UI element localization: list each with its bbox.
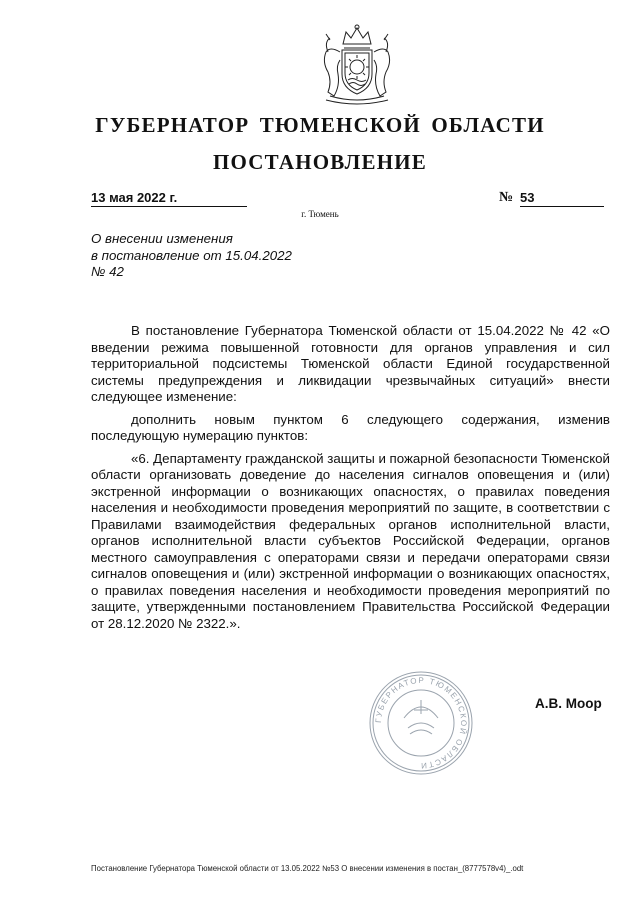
body-paragraph: дополнить новым пунктом 6 следующего содержания, изменив последующую нумерацию пунктов: (91, 411, 610, 443)
coat-of-arms-icon (316, 22, 398, 108)
body-paragraph: «6. Департаменту гражданской защиты и пожарной безопасности Тюменской области организовать доведение до населения сигналов оповещения и (или) экстренной информации о возникающих опасностях, о правилах поведения населения и необходимости проведения мероприятий по защите, в соответствии с Правилами взаимодействия федеральных органов исполнительной власти, органов исполнительной власти субъектов Российской Федерации, органов местного самоуправления с операторами связи и передачи операторами связи сигналов оповещения и (или) экстренной информации о возникающих опасностях, о правилах поведения населения и необходимости проведения мероприятий по защите, утвержденными постановлением Правительства Российской Федерации от 28.12.2020 № 2322.». (91, 450, 610, 631)
subject-line: О внесении изменения (91, 231, 233, 246)
organization-title: ГУБЕРНАТОР ТЮМЕНСКОЙ ОБЛАСТИ (95, 113, 545, 137)
signatory-name: А.В. Моор (535, 696, 602, 711)
subject-line: № 42 (91, 264, 124, 279)
file-reference-footer: Постановление Губернатора Тюменской области от 13.05.2022 №53 О внесении изменения в постан_(8777578v4)_.odt (91, 864, 524, 873)
seal-ring-text: ГУБЕРНАТОР ТЮМЕНСКОЙ ОБЛАСТИ (373, 675, 469, 771)
document-type: ПОСТАНОВЛЕНИЕ (212, 150, 428, 174)
number-label: № (499, 190, 514, 205)
document-subject (91, 231, 391, 281)
city-name: г. Тюмень (301, 209, 339, 219)
document-date: 13 мая 2022 г. (91, 190, 247, 207)
document-body (91, 323, 610, 638)
official-seal-icon (368, 670, 474, 776)
document-number: 53 (520, 190, 604, 207)
body-paragraph: В постановление Губернатора Тюменской области от 15.04.2022 № 42 «О введении режима повышенной готовности для органов управления и сил территориальной подсистемы Тюменской области Единой государственной системы предупреждения и ликвидации чрезвычайных ситуаций» внести следующее изменение: (91, 323, 610, 404)
subject-line: в постановление от 15.04.2022 (91, 247, 292, 263)
